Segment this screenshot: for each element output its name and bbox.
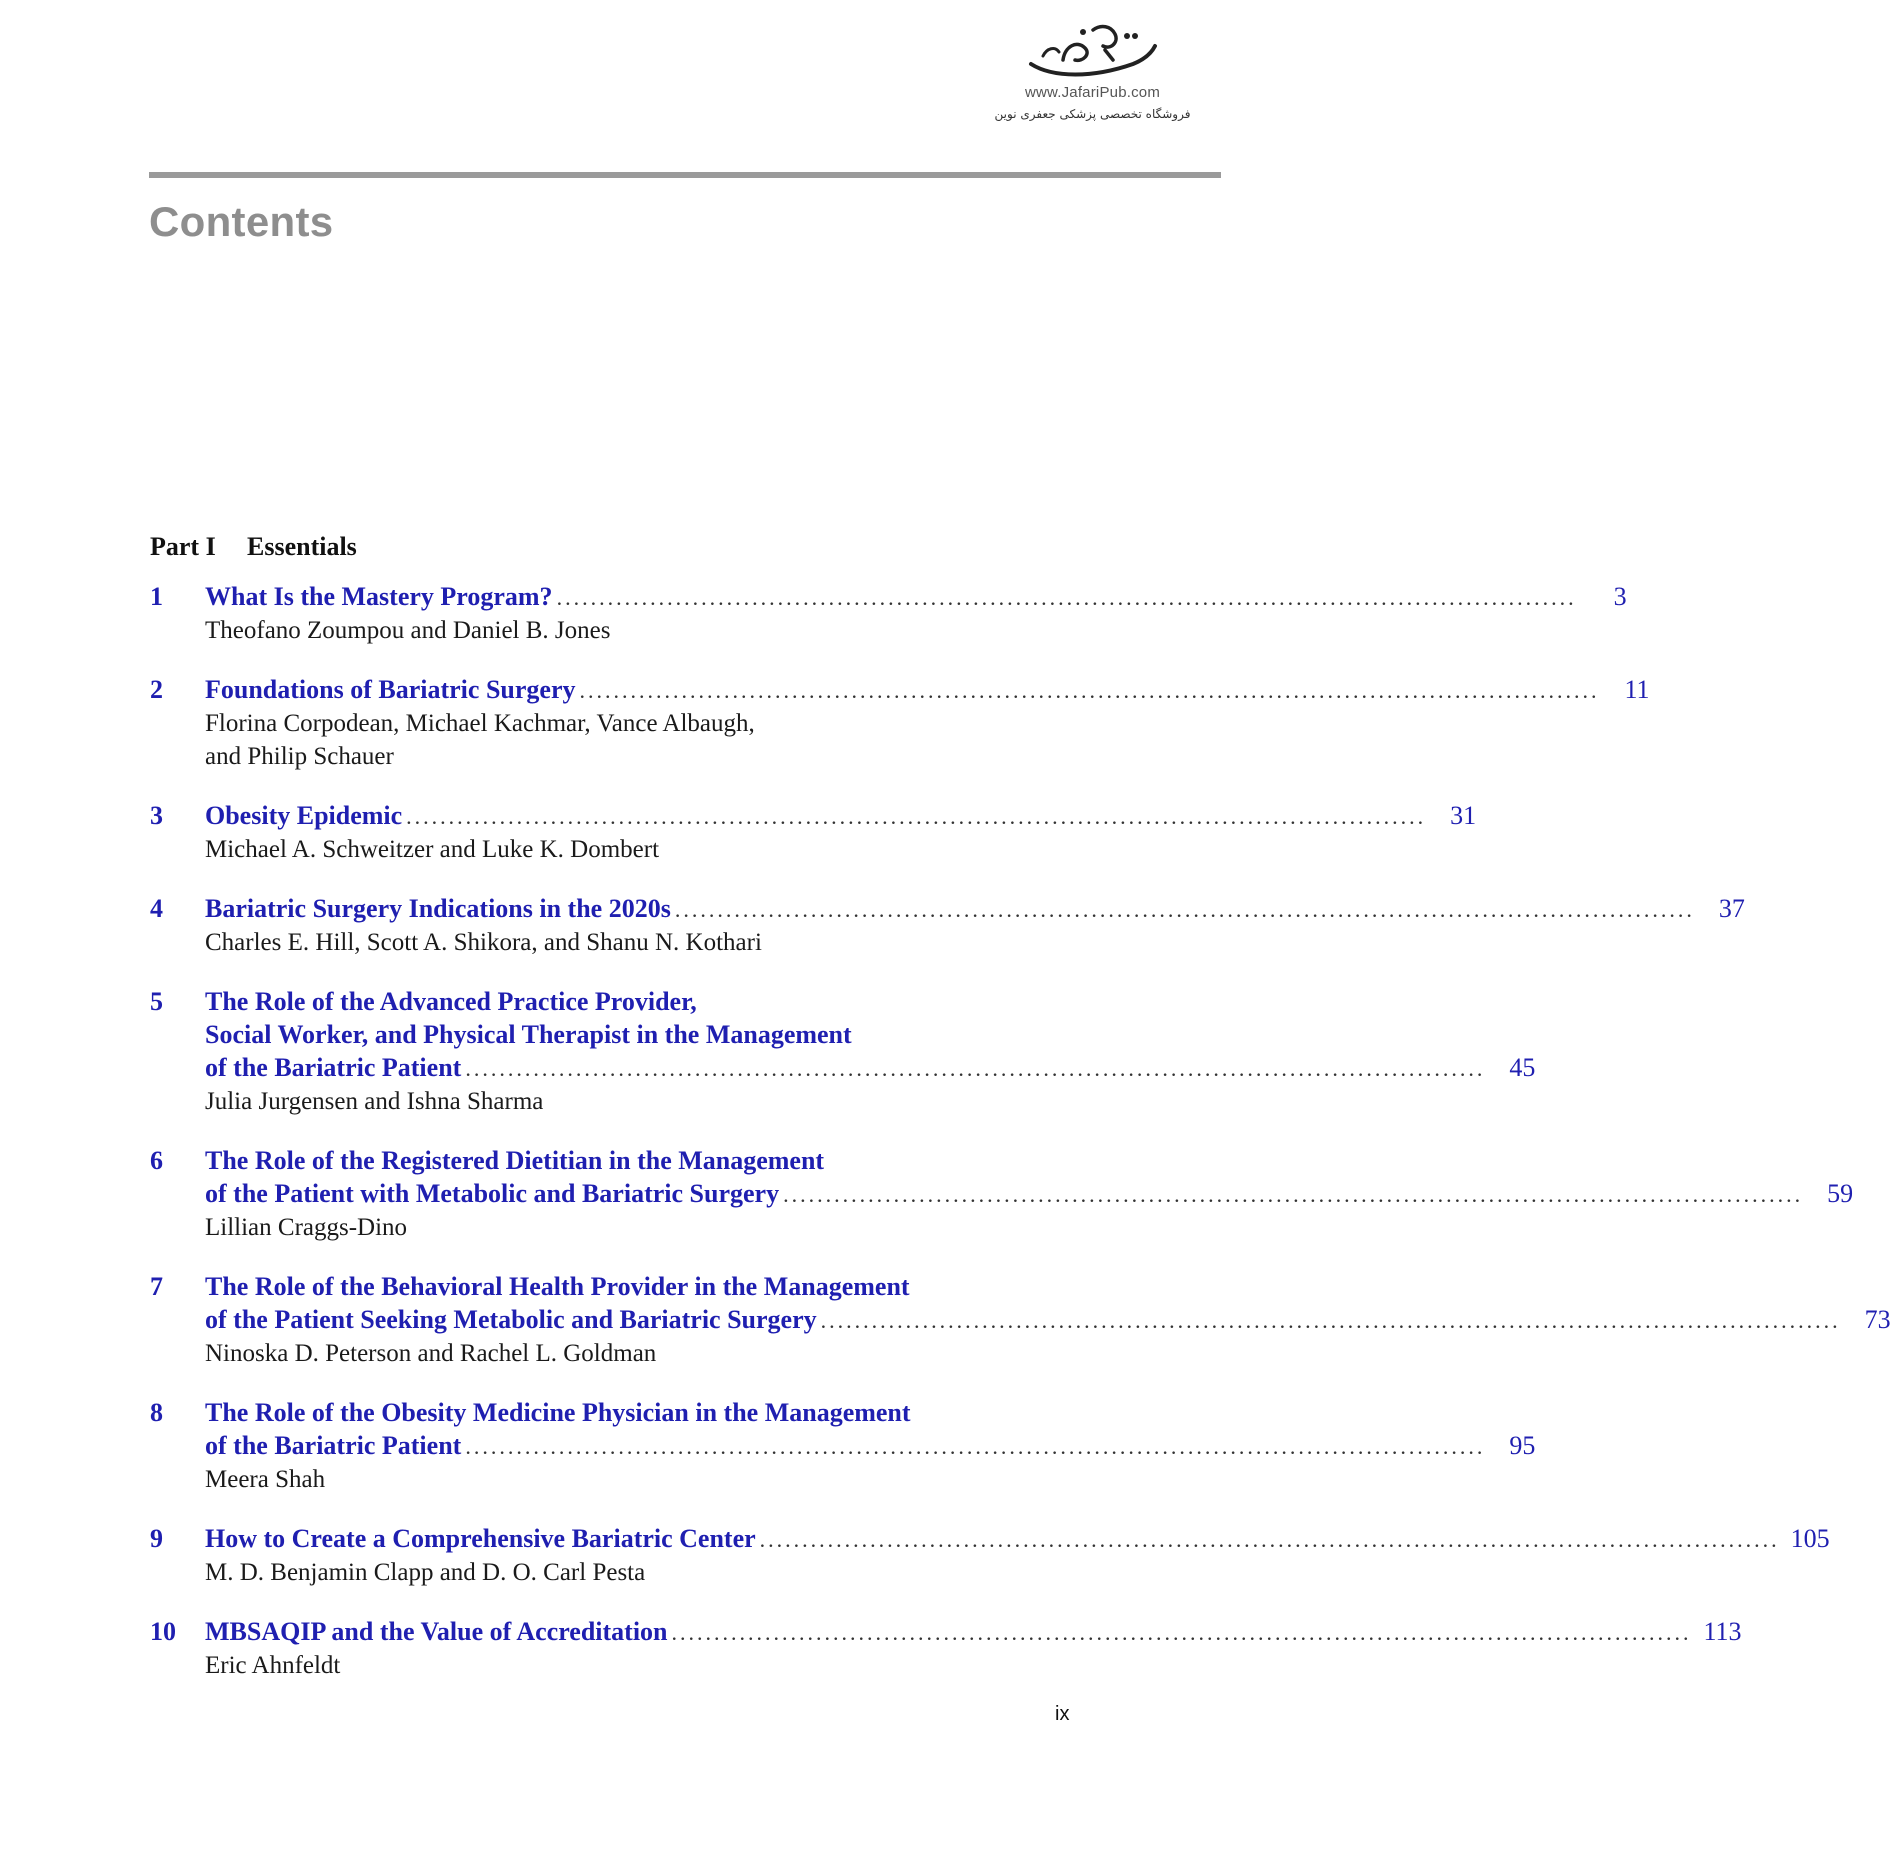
dot-leader: ........................................................................................................................ bbox=[759, 1527, 1780, 1552]
dot-leader: ........................................................................................................................ bbox=[465, 1434, 1486, 1459]
part-title: Essentials bbox=[247, 532, 357, 561]
chapter-page-number[interactable]: 37 bbox=[1718, 894, 1745, 923]
toc-entry[interactable] bbox=[150, 1270, 1891, 1370]
chapter-title-line[interactable]: MBSAQIP and the Value of Accreditation bbox=[205, 1617, 668, 1646]
chapter-number: 5 bbox=[150, 987, 163, 1016]
toc-entry[interactable] bbox=[150, 580, 1627, 647]
toc-entry-body bbox=[205, 580, 1627, 647]
chapter-title-line[interactable]: of the Bariatric Patient bbox=[205, 1431, 462, 1460]
chapter-authors: Lillian Craggs-Dino bbox=[205, 1214, 408, 1241]
chapter-title-row[interactable] bbox=[205, 1303, 1891, 1337]
dot-leader: ........................................................................................................................ bbox=[465, 1056, 1486, 1081]
chapter-page-number[interactable]: 59 bbox=[1827, 1179, 1854, 1208]
chapter-page-number[interactable]: 31 bbox=[1450, 801, 1477, 830]
publisher-logo bbox=[985, 20, 1200, 140]
chapter-title-line[interactable]: The Role of the Behavioral Health Provider in the Management bbox=[205, 1272, 910, 1301]
chapter-title-line[interactable]: The Role of the Obesity Medicine Physician in the Management bbox=[205, 1398, 911, 1427]
dot-leader: ........................................................................................................................ bbox=[406, 804, 1427, 829]
chapter-authors: Eric Ahnfeldt bbox=[205, 1652, 341, 1679]
chapter-number: 4 bbox=[150, 894, 163, 923]
page-number: ix bbox=[1055, 1703, 1070, 1725]
chapter-number: 3 bbox=[150, 801, 163, 830]
chapter-title-line[interactable]: Foundations of Bariatric Surgery bbox=[205, 675, 576, 704]
toc-entry[interactable] bbox=[150, 799, 1477, 866]
chapter-authors: Theofano Zoumpou and Daniel B. Jones bbox=[205, 617, 611, 644]
chapter-authors: Julia Jurgensen and Ishna Sharma bbox=[205, 1088, 544, 1115]
chapter-page-number[interactable]: 11 bbox=[1624, 675, 1650, 704]
chapter-title-line[interactable]: of the Patient with Metabolic and Bariatric Surgery bbox=[205, 1179, 780, 1208]
chapter-number: 8 bbox=[150, 1398, 163, 1427]
dot-leader: ........................................................................................................................ bbox=[783, 1182, 1804, 1207]
chapter-title-row[interactable] bbox=[205, 799, 1477, 833]
part-number: Part I bbox=[150, 532, 216, 561]
chapter-page-number[interactable]: 113 bbox=[1703, 1617, 1742, 1646]
page-title: Contents bbox=[149, 198, 334, 245]
toc-entry[interactable] bbox=[150, 1144, 1854, 1244]
toc-list bbox=[150, 580, 1891, 1708]
chapter-title-line[interactable]: Social Worker, and Physical Therapist in the Management bbox=[205, 1020, 852, 1049]
toc-entry-body bbox=[205, 1615, 1742, 1682]
chapter-title-row[interactable] bbox=[205, 1522, 1830, 1556]
toc-entry[interactable] bbox=[150, 985, 1536, 1118]
chapter-authors: Meera Shah bbox=[205, 1466, 326, 1493]
chapter-title-row[interactable] bbox=[205, 1615, 1742, 1649]
chapter-title-row[interactable] bbox=[205, 673, 1650, 707]
chapter-authors: Michael A. Schweitzer and Luke K. Dombert bbox=[205, 836, 660, 863]
chapter-title-row[interactable] bbox=[205, 1051, 1536, 1085]
chapter-title-line[interactable]: How to Create a Comprehensive Bariatric Center bbox=[205, 1524, 756, 1553]
chapter-title-line[interactable]: of the Patient Seeking Metabolic and Bariatric Surgery bbox=[205, 1305, 817, 1334]
toc-entry-body bbox=[205, 1144, 1854, 1244]
chapter-page-number[interactable]: 105 bbox=[1790, 1524, 1830, 1553]
chapter-page-number[interactable]: 3 bbox=[1613, 582, 1627, 611]
chapter-title-row[interactable] bbox=[205, 892, 1745, 926]
header-rule bbox=[149, 172, 1221, 178]
chapter-title-row[interactable] bbox=[205, 1429, 1536, 1463]
chapter-number: 1 bbox=[150, 582, 163, 611]
toc-entry-body bbox=[205, 1396, 1536, 1496]
chapter-title-row[interactable] bbox=[205, 580, 1627, 614]
toc-entry-body bbox=[205, 673, 1650, 773]
publisher-website: www.JafariPub.com bbox=[1024, 84, 1161, 101]
dot-leader: ........................................................................................................................ bbox=[556, 585, 1577, 610]
dot-leader: ........................................................................................................................ bbox=[820, 1308, 1841, 1333]
chapter-authors: and Philip Schauer bbox=[205, 743, 394, 770]
dot-leader: ........................................................................................................................ bbox=[579, 678, 1600, 703]
chapter-title-line[interactable]: of the Bariatric Patient bbox=[205, 1053, 462, 1082]
toc-entry[interactable] bbox=[150, 892, 1745, 959]
part-heading bbox=[150, 532, 357, 562]
chapter-number: 10 bbox=[150, 1617, 176, 1646]
toc-entry[interactable] bbox=[150, 1615, 1742, 1682]
toc-entry-body bbox=[205, 1522, 1830, 1589]
chapter-page-number[interactable]: 45 bbox=[1509, 1053, 1536, 1082]
dot-leader: ........................................................................................................................ bbox=[671, 1620, 1692, 1645]
chapter-page-number[interactable]: 95 bbox=[1509, 1431, 1536, 1460]
chapter-title-row[interactable] bbox=[205, 1177, 1854, 1211]
chapter-number: 7 bbox=[150, 1272, 163, 1301]
toc-entry-body bbox=[205, 892, 1745, 959]
chapter-number: 6 bbox=[150, 1146, 163, 1175]
chapter-authors: Charles E. Hill, Scott A. Shikora, and Shanu N. Kothari bbox=[205, 929, 762, 956]
chapter-authors: Florina Corpodean, Michael Kachmar, Vance Albaugh, bbox=[205, 710, 755, 737]
toc-entry[interactable] bbox=[150, 1396, 1536, 1496]
chapter-title-line[interactable]: What Is the Mastery Program? bbox=[205, 582, 553, 611]
chapter-number: 9 bbox=[150, 1524, 163, 1553]
dot-leader: ........................................................................................................................ bbox=[674, 897, 1695, 922]
chapter-title-line[interactable]: The Role of the Advanced Practice Provider, bbox=[205, 987, 697, 1016]
toc-entry[interactable] bbox=[150, 673, 1650, 773]
toc-entry[interactable] bbox=[150, 1522, 1830, 1589]
chapter-page-number[interactable]: 73 bbox=[1864, 1305, 1891, 1334]
calligraphy-logo-icon bbox=[1023, 20, 1163, 82]
chapter-title-line[interactable]: The Role of the Registered Dietitian in the Management bbox=[205, 1146, 825, 1175]
toc-entry-body bbox=[205, 799, 1477, 866]
chapter-title-line[interactable]: Obesity Epidemic bbox=[205, 801, 403, 830]
chapter-authors: Ninoska D. Peterson and Rachel L. Goldman bbox=[205, 1340, 657, 1367]
toc-entry-body bbox=[205, 985, 1536, 1118]
toc-entry-body bbox=[205, 1270, 1891, 1370]
chapter-authors: M. D. Benjamin Clapp and D. O. Carl Pesta bbox=[205, 1559, 646, 1586]
publisher-tagline: فروشگاه تخصصی پزشکی جعفری نوین bbox=[994, 107, 1191, 121]
chapter-number: 2 bbox=[150, 675, 163, 704]
chapter-title-line[interactable]: Bariatric Surgery Indications in the 2020s bbox=[205, 894, 671, 923]
